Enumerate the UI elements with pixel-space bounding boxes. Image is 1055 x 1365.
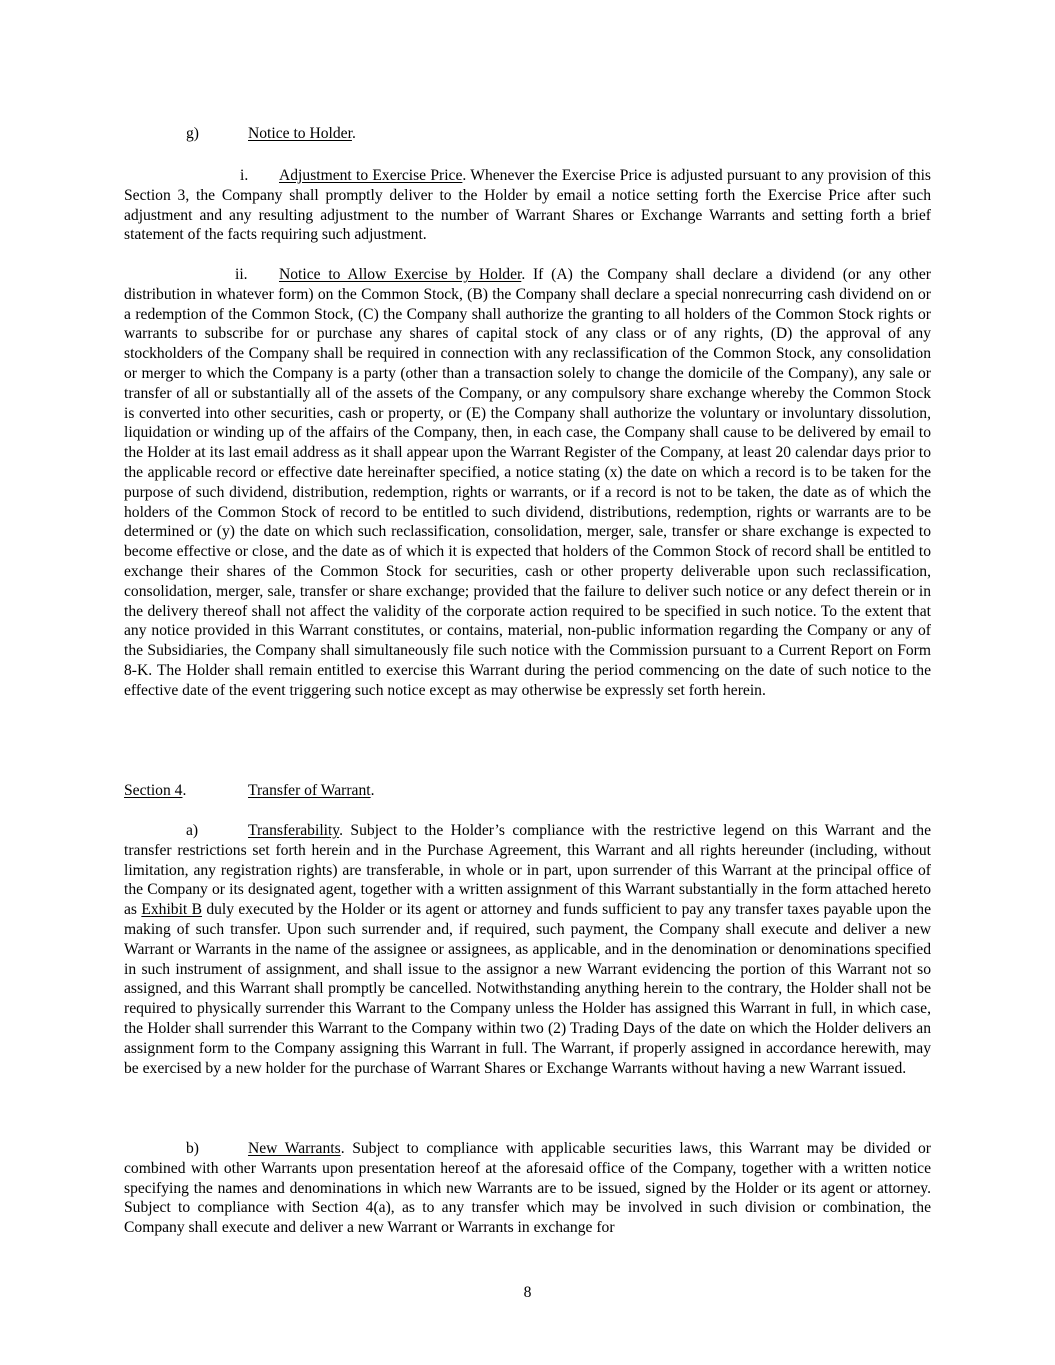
section-4-label: Section 4 xyxy=(124,782,183,799)
section-g-label: g) xyxy=(186,125,199,142)
paragraph-ii-heading: Notice to Allow Exercise by Holder xyxy=(279,266,522,283)
paragraph-ii xyxy=(124,265,931,701)
paragraph-a-label: a) xyxy=(186,822,199,839)
paragraph-i-heading: Adjustment to Exercise Price xyxy=(279,167,463,184)
paragraph-b-label: b) xyxy=(186,1140,199,1157)
paragraph-ii-label: ii. xyxy=(235,266,248,283)
paragraph-a: a) Transferability. Subject to the Holder’s compliance with the restrictive legend on this Warrant and the transfer restrictions set forth herein and in the Purchase Agreement, this Warrant and all rights hereunder (including, without limitation, any registration rights) are transferable, in whole or in part, upon surrender of this Warrant at the principal office of the Company or its designated agent, together with a written assignment of this Warrant substantially in the form attached hereto as Exhibit B duly executed by the Holder or its agent or attorney and funds sufficient to pay any transfer taxes payable upon the making of such transfer. Upon such surrender and, if required, such payment, the Company shall execute and deliver a new Warrant or Warrants in the name of the assignee or assignees, as applicable, and in the denomination or denominations specified in such instrument of assignment, and shall issue to the assignor a new Warrant evidencing the portion of this Warrant not so assigned, and this Warrant shall promptly be cancelled. Notwithstanding anything herein to the contrary, the Holder shall not be required to physically surrender this Warrant to the Company unless the Holder has assigned this Warrant in full, in which case, the Holder shall surrender this Warrant to the Company within two (2) Trading Days of the date on which the Holder delivers an assignment form to the Company assigning this Warrant in full. The Warrant, if properly assigned in accordance herewith, may be exercised by a new holder for the purchase of Warrant Shares or Exchange Warrants without having a new Warrant issued. xyxy=(124,822,931,1077)
section-4-heading: Section 4. Transfer of Warrant. xyxy=(124,782,375,799)
section-g-heading: g) Notice to Holder. xyxy=(186,125,356,142)
paragraph-ii-text: . If (A) the Company shall declare a dividend (or any other distribution in whatever form) on the Common Stock, (B) the Company shall declare a special nonrecurring cash dividend on or a redemption of the Common Stock, (C) the Company shall authorize the granting to all holders of the Common Stock rights or warrants to subscribe for or purchase any shares of capital stock of any class or of any rights, (D) the approval of any stockholders of the Company shall be required in connection with any reclassification of the Common Stock, any consolidation or merger to which the Company is a party (other than a transaction solely to change the domicile of the Company), any sale or transfer of all or substantially all of the assets of the Company, or any compulsory share exchange whereby the Common Stock is converted into other securities, cash or property, or (E) the Company shall authorize the voluntary or involuntary dissolution, liquidation or winding up of the affairs of the Company, then, in each case, the Company shall cause to be delivered by email to the Holder at its last email address as it shall appear upon the Warrant Register of the Company, at least 20 calendar days prior to the applicable record or effective date hereinafter specified, a notice stating (x) the date on which a record is to be taken for the purpose of such dividend, distribution, redemption, rights or warrants, or if a record is not to be taken, the date as of which the holders of the Common Stock of record to be entitled to such dividend, distributions, redemption, rights or warrants are to be determined or (y) the date on which such reclassification, consolidation, merger, sale, transfer or share exchange is expected to become effective or close, and the date as of which it is expected that holders of the Common Stock of record shall be entitled to exchange their shares of the Common Stock for securities, cash or other property deliverable upon such reclassification, consolidation, merger, sale, transfer or share exchange; provided that the failure to deliver such notice or any defect therein or in the delivery thereof shall not affect the validity of the corporate action required to be specified in such notice. To the extent that any notice provided in this Warrant constitutes, or contains, material, non-public information regarding the Company or any of the Subsidiaries, the Company shall simultaneously file such notice with the Commission pursuant to a Current Report on Form 8-K. The Holder shall remain entitled to exercise this Warrant during the period commencing on the date of such notice to the effective date of the event triggering such notice except as may otherwise be expressly set forth herein. xyxy=(124,266,931,699)
paragraph-a-heading: Transferability xyxy=(248,822,340,839)
paragraph-b-text: . Subject to compliance with applicable securities laws, this Warrant may be divided or combined with other Warrants upon presentation hereof at the aforesaid office of the Company, together with a written notice specifying the names and denominations in which new Warrants are to be issued, signed by the Holder or its agent or attorney. Subject to compliance with Section 4(a), as to any transfer which may be involved in such division or combination, the Company shall execute and deliver a new Warrant or Warrants in exchange for xyxy=(124,1140,931,1237)
paragraph-i xyxy=(124,166,931,245)
paragraph-b-heading: New Warrants xyxy=(248,1140,341,1157)
section-g-title: Notice to Holder xyxy=(248,125,352,142)
section-4-title: Transfer of Warrant xyxy=(248,782,371,799)
exhibit-b-reference: Exhibit B xyxy=(141,901,202,919)
page-number: 8 xyxy=(523,1284,532,1301)
paragraph-i-label: i. xyxy=(240,167,249,184)
paragraph-b xyxy=(124,1139,931,1238)
paragraph-i-text: . Whenever the Exercise Price is adjusted pursuant to any provision of this Section 3, the Company shall promptly deliver to the Holder by email a notice setting forth the Exercise Price after such adjustment and any resulting adjustment to the number of Warrant Shares or Exchange Warrants and setting forth a brief statement of the facts requiring such adjustment. xyxy=(124,167,931,244)
